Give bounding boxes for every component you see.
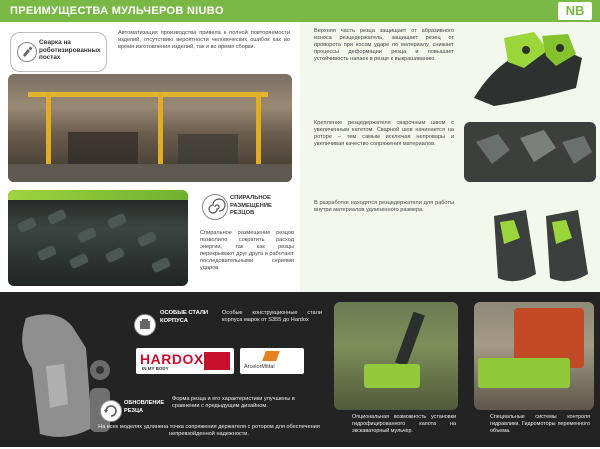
steel-text: Особые конструкционные стали корпуса марок от S355 до Hardox — [222, 310, 322, 323]
welding-badge — [10, 32, 107, 72]
excavator-photo — [334, 302, 458, 410]
update-text-2: На всех моделях удлинена точка сопряжения держателя с ротором для обеспечения непревзойденной надежности. — [98, 424, 320, 437]
welding-icon — [17, 42, 37, 62]
weld-image — [464, 112, 596, 192]
header-bar — [0, 0, 600, 22]
update-text: Форма резца и его характеристики улучшены в сравнении с предыдущим дизайном. — [172, 396, 295, 409]
new-holder-image — [490, 204, 596, 288]
steel-label: ОСОБЫЕ СТАЛИ КОРПУСА — [160, 310, 209, 324]
mulcher-photo — [474, 302, 594, 410]
left-panel — [0, 22, 300, 292]
hardox-logo: HARDOX IN MY BODY — [136, 348, 234, 374]
mount-text: Крепление резцедержателя сварочным швом с увеличенным катетом. Сварной шов начинается на роторе – тем самым исключая непровары и увеличивая качество сопряжения материалов. — [314, 120, 454, 147]
page-title: ПРЕИМУЩЕСТВА МУЛЬЧЕРОВ NIUBO — [10, 5, 224, 17]
brand-logo: NB — [558, 2, 592, 20]
spiral-icon — [202, 194, 228, 220]
bottom-panel — [0, 292, 600, 447]
holder-image — [464, 28, 596, 108]
design-text: В разработке находятся резцедержатели для работы внутри материалов удлиненного размера. — [314, 200, 454, 213]
right-panel — [300, 22, 600, 292]
update-label: ОБНОВЛЕНИЕ РЕЗЦА — [124, 400, 165, 414]
welding-text: Автоматизация производства привела к полной повторяемости изделий, отсутствию вероятности человеческих ошибок как во время изготовления изделий, так и во время сборки. — [118, 30, 290, 50]
rotor-photo — [8, 190, 188, 286]
hydraulic-text: Опциональная возможность установки гидрофицированного капота на экскаваторный мульчер. — [352, 414, 456, 434]
protect-text: Верхняя часть резца защищает от абразивного износа резцедержатель, защищает резец от проворота при косом ударе по материалу, снижает процессы деформации резца и повышает устойчивость напаек в резце к выкрашиванию. — [314, 28, 454, 62]
spiral-text: Спиральное размещение резцов позволило сократить расход энергии, так как резцы перекрывают друг друга и работают последовательными сериями ударов. — [200, 230, 294, 271]
update-icon — [100, 400, 122, 422]
factory-photo — [8, 74, 292, 182]
spiral-label: СПИРАЛЬНОЕ РАЗМЕЩЕНИЕ РЕЗЦОВ — [230, 195, 272, 216]
welding-label: Сварка на роботизированных постах — [39, 39, 101, 61]
steel-icon — [134, 314, 156, 336]
arcelor-logo: ArcelorMittal — [240, 348, 304, 374]
systems-text: Специальные системы контроля гидравлики. Гидромоторы переменного объема. — [490, 414, 590, 434]
